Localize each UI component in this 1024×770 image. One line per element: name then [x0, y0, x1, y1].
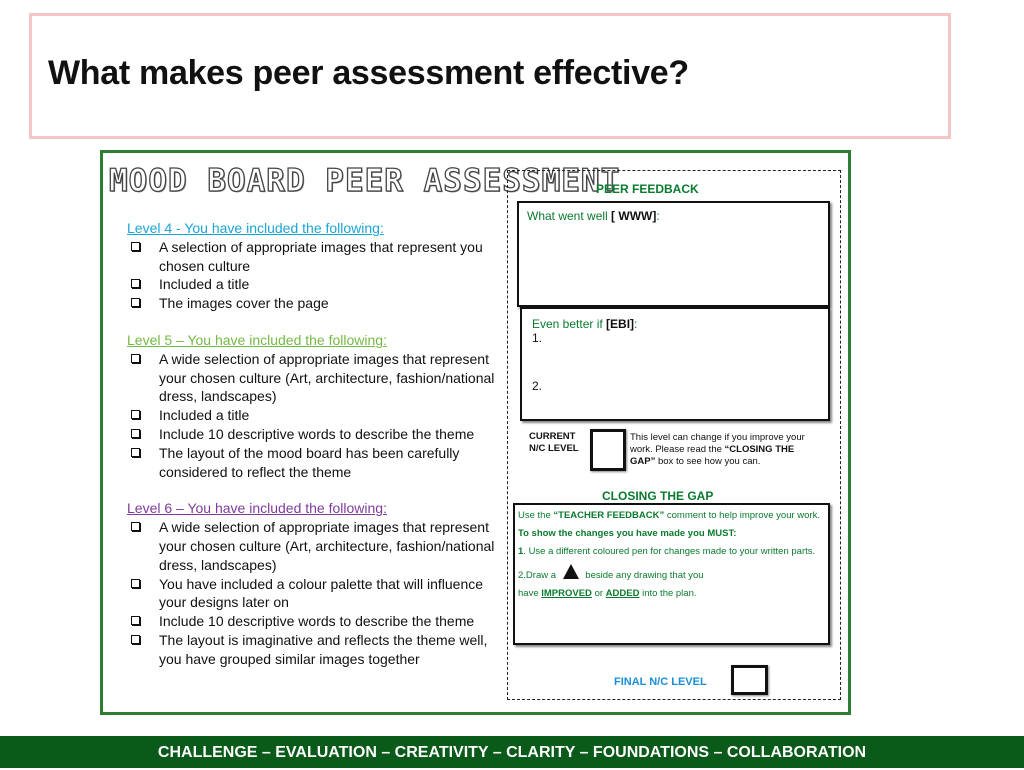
level-4-heading: Level 4 - You have included the following: — [127, 220, 384, 236]
gap-paragraph-1 — [518, 510, 825, 522]
ebi-box — [520, 307, 830, 421]
gap-instruction: To show the changes you have made you MUST: — [518, 528, 737, 539]
gap-emphasis: “TEACHER FEEDBACK” — [553, 510, 665, 521]
gap-added: ADDED — [605, 588, 640, 599]
ebi-item-2: 2. — [532, 379, 543, 393]
gap-text: or — [591, 588, 606, 599]
level-4-list — [127, 238, 497, 313]
gap-text: have — [518, 588, 542, 599]
mood-board-title: MOOD BOARD PEER ASSESSMENT — [109, 163, 621, 199]
level-note — [630, 432, 810, 468]
list-item: The images cover the page — [127, 294, 497, 313]
gap-paragraph-5 — [518, 588, 825, 600]
feedback-panel — [507, 170, 841, 700]
list-item: A wide selection of appropriate images that represent your chosen culture (Art, architecture, fashion/national dress, landscapes) — [127, 518, 497, 574]
criteria-column — [127, 219, 497, 669]
final-level-label: FINAL N/C LEVEL — [614, 676, 707, 688]
gap-text: Use the — [518, 510, 554, 521]
current-label-line-1: CURRENT — [529, 431, 576, 442]
closing-the-gap-heading: CLOSING THE GAP — [602, 489, 714, 503]
list-item: A wide selection of appropriate images that represent your chosen culture (Art, architecture, fashion/national dress, landscapes) — [127, 350, 497, 406]
gap-paragraph-3 — [518, 546, 825, 558]
level-6-list — [127, 518, 497, 668]
current-label-line-2: N/C LEVEL — [529, 443, 579, 454]
current-level-box — [590, 429, 626, 471]
level-5-list — [127, 350, 497, 482]
list-item: A selection of appropriate images that represent you chosen culture — [127, 238, 497, 276]
gap-text: into the plan. — [639, 588, 697, 599]
list-item: Include 10 descriptive words to describe the theme — [127, 612, 497, 631]
www-tag: [ WWW] — [611, 209, 657, 223]
list-item: You have included a colour palette that will influence your designs later on — [127, 575, 497, 613]
www-box — [517, 201, 830, 307]
list-item: Included a title — [127, 275, 497, 294]
gap-text: beside any drawing that you — [582, 570, 704, 581]
ebi-tag: [EBI] — [606, 317, 635, 331]
list-item: Include 10 descriptive words to describe the theme — [127, 425, 497, 444]
gap-text: . Use a different coloured pen for changes made to your written parts. — [523, 546, 816, 557]
level-note-text: This level can change if you improve your work. Please read the — [630, 432, 805, 455]
final-level-box — [731, 665, 768, 695]
peer-feedback-heading: PEER FEEDBACK — [596, 182, 699, 196]
gap-paragraph-4 — [518, 564, 825, 582]
ebi-colon: : — [634, 317, 638, 331]
gap-improved: IMPROVED — [541, 588, 592, 599]
footer-bar: CHALLENGE – EVALUATION – CREATIVITY – CLARITY – FOUNDATIONS – COLLABORATION — [0, 736, 1024, 768]
gap-number: 1 — [518, 546, 524, 557]
level-note-emphasis: “CLOSING THE GAP” — [630, 444, 795, 467]
triangle-icon — [563, 564, 579, 579]
closing-the-gap-box — [513, 503, 830, 645]
list-item: Included a title — [127, 406, 497, 425]
level-5-heading: Level 5 – You have included the following: — [127, 331, 387, 348]
gap-text: comment to help improve your work. — [664, 510, 820, 521]
gap-paragraph-2 — [518, 528, 825, 540]
worksheet-image — [100, 150, 851, 715]
list-item: The layout is imaginative and reflects the theme well, you have grouped similar images together — [127, 631, 497, 669]
ebi-item-1: 1. — [532, 331, 543, 345]
list-item: The layout of the mood board has been carefully considered to reflect the theme — [127, 444, 497, 482]
www-label: What went well — [527, 209, 612, 223]
level-6-heading: Level 6 – You have included the following: — [127, 500, 387, 517]
www-colon: : — [656, 209, 660, 223]
slide-title: What makes peer assessment effective? — [48, 54, 689, 92]
ebi-label: Even better if — [532, 317, 607, 331]
level-note-text-end: box to see how you can. — [655, 456, 761, 467]
gap-text: 2.Draw a — [518, 570, 559, 581]
current-level-label — [529, 431, 579, 455]
title-box — [29, 13, 951, 139]
